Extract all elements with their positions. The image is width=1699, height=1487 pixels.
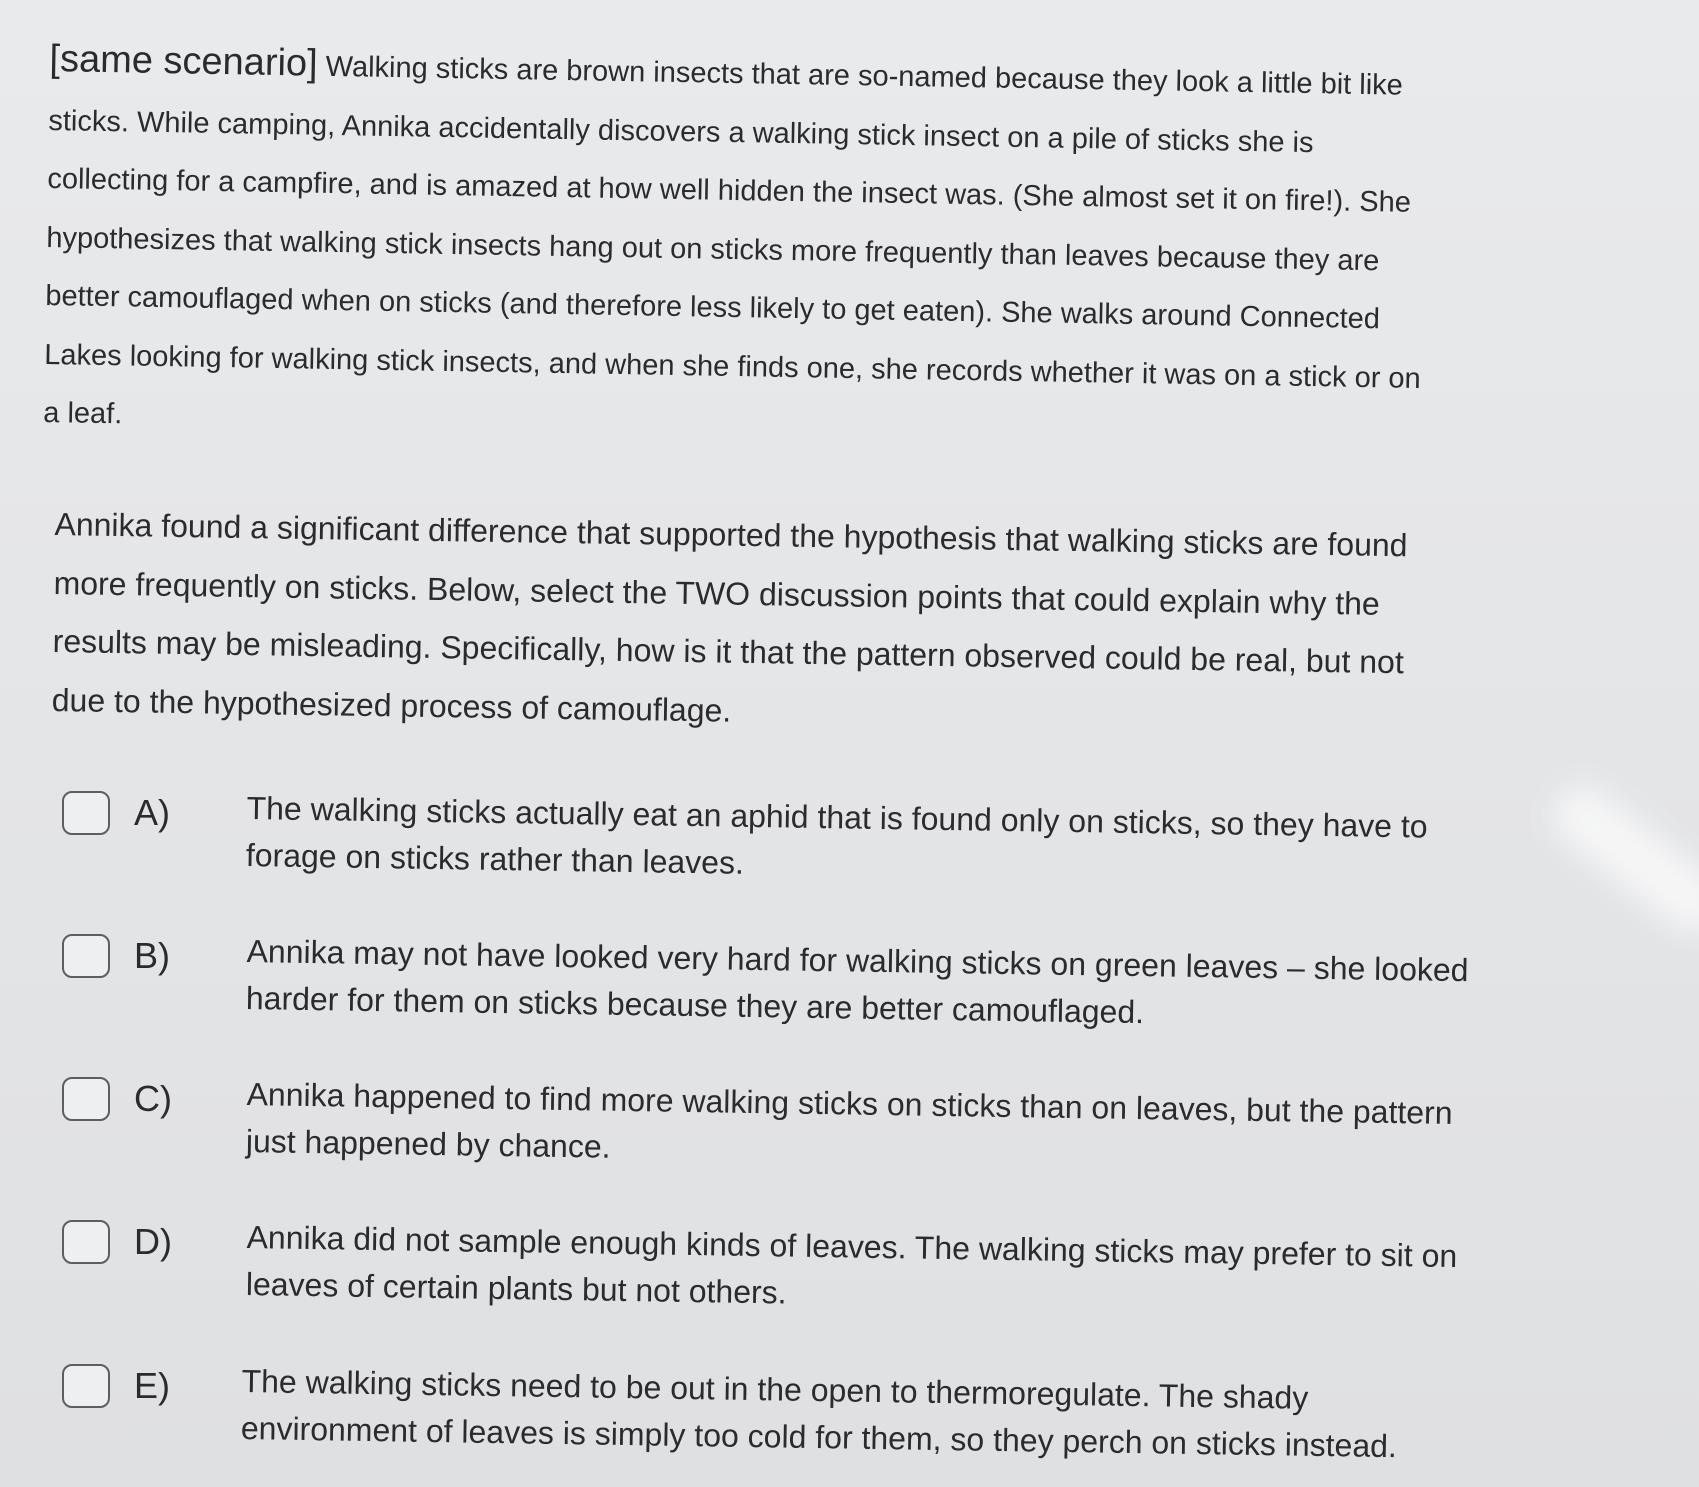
scenario-line-1: [same scenario] Walking sticks are brown insects that are so-named because they look a little bit like (49, 37, 1404, 102)
option-e[interactable] (62, 1358, 1662, 1468)
scenario-line-7: a leaf. (43, 396, 123, 431)
option-b-text: Annika may not have looked very hard for walking sticks on green leaves – she looked harder for them on sticks because they are better camouflaged. (245, 932, 1469, 1031)
option-c-text: Annika happened to find more walking sticks on sticks than on leaves, but the pattern just happened by chance. (245, 1075, 1453, 1165)
scenario-line-3: collecting for a campfire, and is amazed at how well hidden the insect was. (She almost set it on fire!). She (47, 162, 1412, 219)
option-c-letter: C) (134, 1078, 172, 1119)
option-d[interactable] (62, 1214, 1662, 1324)
option-b-letter: B) (134, 935, 170, 976)
option-a-text: The walking sticks actually eat an aphid that is found only on sticks, so they have to forage on sticks rather than leaves. (245, 789, 1428, 881)
question-line-3: results may be misleading. Specifically, how is it that the pattern observed could be real, but not (52, 622, 1405, 681)
option-a-letter: A) (134, 792, 170, 833)
option-a[interactable] (62, 785, 1662, 895)
scenario-text (43, 30, 1610, 470)
option-b-checkbox[interactable] (62, 934, 110, 978)
option-d-letter: D) (134, 1221, 172, 1262)
option-b[interactable] (62, 928, 1662, 1038)
scenario-line-4: hypothesizes that walking stick insects hang out on sticks more frequently than leaves because they are (46, 221, 1380, 277)
scenario-line-5: better camouflaged when on sticks (and therefore less likely to get eaten). She walks around Connected (45, 279, 1381, 336)
option-e-letter: E) (134, 1365, 170, 1406)
question-line-2: more frequently on sticks. Below, select the TWO discussion points that could explain why the (53, 564, 1381, 622)
question-prompt (51, 495, 1614, 753)
option-a-checkbox[interactable] (62, 791, 110, 835)
question-line-4: due to the hypothesized process of camouflage. (51, 681, 732, 729)
scenario-tag: [same scenario] (49, 37, 319, 85)
scenario-line-6: Lakes looking for walking stick insects, and when she finds one, she records whether it was on a stick or on (44, 338, 1421, 395)
option-d-text: Annika did not sample enough kinds of leaves. The walking sticks may prefer to sit on leaves of certain plants but not others. (245, 1218, 1458, 1311)
option-c[interactable] (62, 1071, 1662, 1181)
option-c-checkbox[interactable] (62, 1077, 110, 1121)
option-d-checkbox[interactable] (62, 1220, 110, 1264)
option-e-text: The walking sticks need to be out in the open to thermoregulate. The shady environment of leaves is simply too cold for them, so they perch on sticks instead. (240, 1362, 1398, 1465)
option-e-checkbox[interactable] (62, 1364, 110, 1408)
question-line-1: Annika found a significant difference that supported the hypothesis that walking sticks are found (54, 505, 1408, 564)
scenario-line-2: sticks. While camping, Annika accidentally discovers a walking stick insect on a pile of sticks she is (48, 104, 1314, 159)
